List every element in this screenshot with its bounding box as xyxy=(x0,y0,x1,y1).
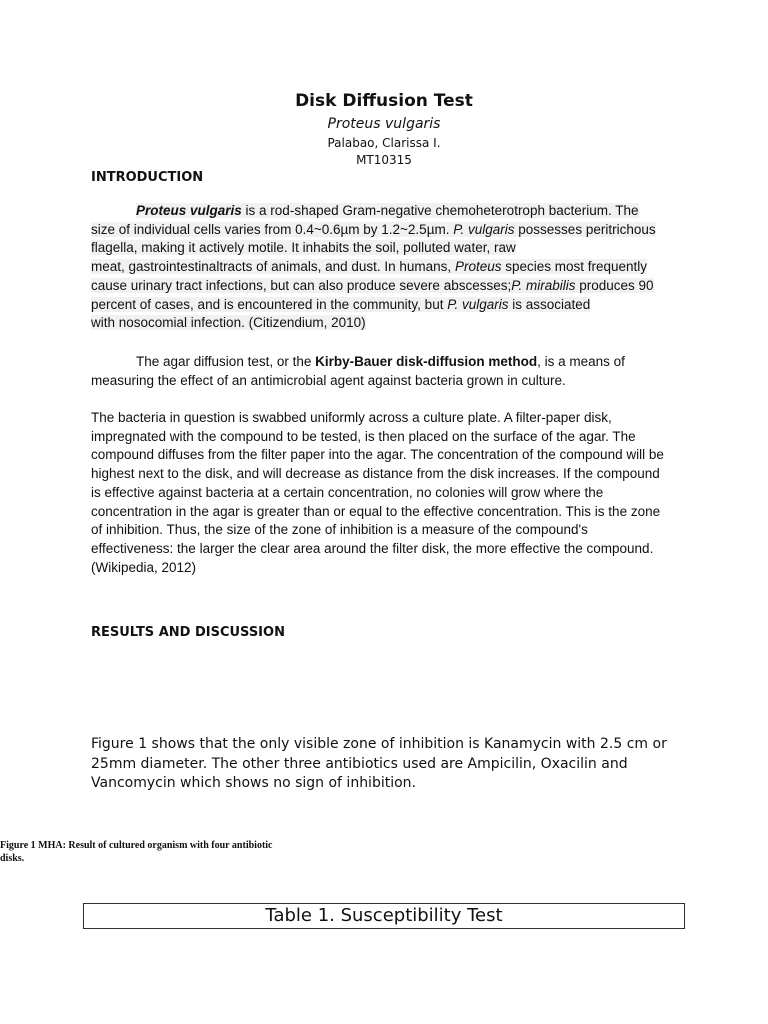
results-heading: RESULTS AND DISCUSSION xyxy=(91,625,285,640)
bacteria-line: highest next to the disk, and will decrease as distance from the disk increases. If the compound xyxy=(91,466,660,482)
bacteria-line: The bacteria in question is swabbed uniformly across a culture plate. A filter-paper disk, xyxy=(91,410,612,425)
intro-line: with nosocomial infection. (Citizendium, 2010) xyxy=(91,315,366,331)
bacteria-line: is effective against bacteria at a certain concentration, no colonies will grow where the xyxy=(91,484,604,500)
bacteria-line: of inhibition. Thus, the size of the zone of inhibition is a measure of the compound's xyxy=(91,522,588,538)
author-name: Palabao, Clarissa I. xyxy=(327,136,441,150)
intro-line: cause urinary tract infections, but can also produce severe abscesses;P. mirabilis produces 90 xyxy=(91,277,654,293)
intro-line: meat, gastrointestinaltracts of animals, and dust. In humans, Proteus species most frequently xyxy=(91,259,648,275)
kb-line: The agar diffusion test, or the Kirby-Bauer disk-diffusion method, is a means of xyxy=(136,354,625,369)
figure-caption xyxy=(0,839,320,865)
bacteria-line: impregnated with the compound to be tested, is then placed on the surface of the agar. The xyxy=(91,428,636,444)
document-subtitle: Proteus vulgaris xyxy=(327,116,441,132)
figure-discussion-paragraph xyxy=(91,735,691,794)
table-title: Table 1. Susceptibility Test xyxy=(83,903,685,929)
kb-line: measuring the effect of an antimicrobial agent against bacteria grown in culture. xyxy=(91,372,566,388)
caption-line: disks. xyxy=(0,853,25,864)
caption-line: Figure 1 MHA: Result of cultured organism with four antibiotic xyxy=(0,840,273,851)
introduction-paragraph xyxy=(91,202,691,333)
document-title: Disk Diffusion Test xyxy=(295,91,473,111)
intro-line: flagella, making it actively motile. It inhabits the soil, polluted water, raw xyxy=(91,240,516,256)
intro-line: percent of cases, and is encountered in the community, but P. vulgaris is associated xyxy=(91,296,591,312)
student-id: MT10315 xyxy=(356,153,412,167)
bacteria-line: concentration in the agar is greater than or equal to the effective concentration. This is the zone xyxy=(91,503,661,519)
bacteria-paragraph xyxy=(91,409,691,577)
discussion-line: 25mm diameter. The other three antibiotics used are Ampicilin, Oxacilin and xyxy=(91,755,628,772)
intro-line: Proteus vulgaris is a rod-shaped Gram-negative chemoheterotroph bacterium. The xyxy=(136,203,639,218)
discussion-line: Figure 1 shows that the only visible zone of inhibition is Kanamycin with 2.5 cm or xyxy=(91,736,667,752)
bacteria-line: effectiveness: the larger the clear area around the filter disk, the more effective the compound. xyxy=(91,540,654,556)
discussion-line: Vancomycin which shows no sign of inhibition. xyxy=(91,775,416,791)
kirby-bauer-paragraph xyxy=(91,353,691,390)
introduction-heading: INTRODUCTION xyxy=(91,170,204,185)
bacteria-line: (Wikipedia, 2012) xyxy=(91,559,197,575)
bacteria-line: compound diffuses from the filter paper into the agar. The concentration of the compound will be xyxy=(91,447,664,463)
intro-line: size of individual cells varies from 0.4~0.6µm by 1.2~2.5µm. P. vulgaris possesses peritrichous xyxy=(91,221,656,237)
